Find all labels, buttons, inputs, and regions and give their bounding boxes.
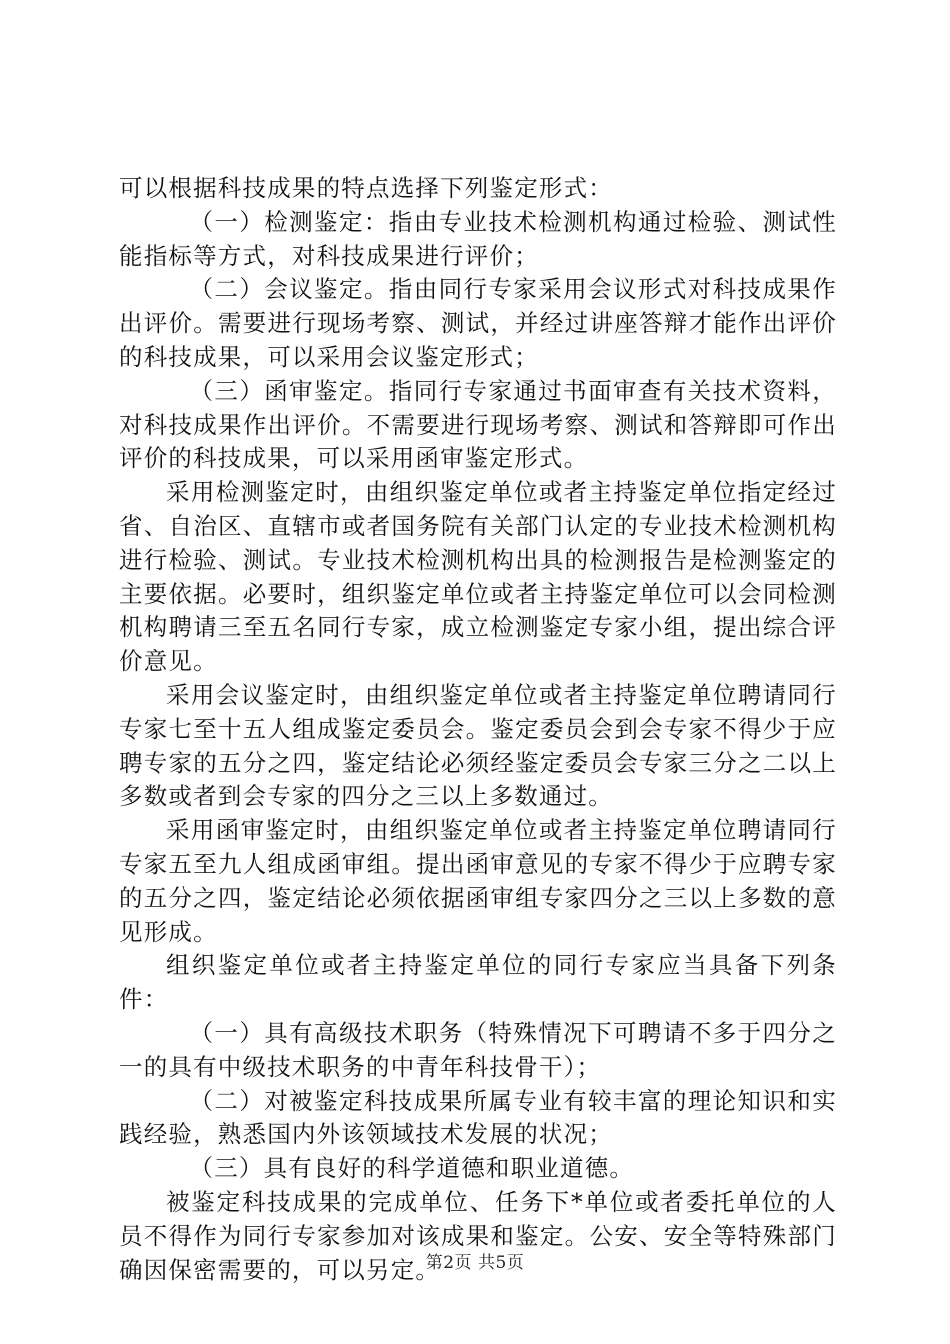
paragraph-detection: 采用检测鉴定时，由组织鉴定单位或者主持鉴定单位指定经过省、自治区、直辖市或者国务院有关部门认定的专业技术检测机构进行检验、测试。专业技术检测机构出具的检测报告是检测鉴定的主要依据。必要时，组织鉴定单位或者主持鉴定单位可以会同检测机构聘请三至五名同行专家，成立检测鉴定专家小组，提出综合评价意见。 [119, 478, 837, 676]
document-body [119, 172, 837, 1287]
paragraph-letter-review: 采用函审鉴定时，由组织鉴定单位或者主持鉴定单位聘请同行专家五至九人组成函审组。提出函审意见的专家不得少于应聘专家的五分之四，鉴定结论必须依据函审组专家四分之三以上多数的意见形成。 [119, 816, 837, 946]
paragraph-intro: 可以根据科技成果的特点选择下列鉴定形式： [119, 174, 613, 202]
page-number-footer: 第2页 共5页 [425, 1253, 525, 1273]
paragraph-condition-1: （一）具有高级技术职务（特殊情况下可聘请不多于四分之一的具有中级技术职务的中青年科技骨干）； [119, 1018, 837, 1081]
paragraph-form-2: （二）会议鉴定。指由同行专家采用会议形式对科技成果作出评价。需要进行现场考察、测试，并经过讲座答辩才能作出评价的科技成果，可以采用会议鉴定形式； [119, 275, 837, 371]
paragraph-meeting: 采用会议鉴定时，由组织鉴定单位或者主持鉴定单位聘请同行专家七至十五人组成鉴定委员会。鉴定委员会到会专家不得少于应聘专家的五分之四，鉴定结论必须经鉴定委员会专家三分之二以上多数或者到会专家的四分之三以上多数通过。 [119, 680, 837, 811]
paragraph-condition-3: （三）具有良好的科学道德和职业道德。 [189, 1154, 635, 1183]
paragraph-exclusion: 被鉴定科技成果的完成单位、任务下*单位或者委托单位的人员不得作为同行专家参加对该成果和鉴定。公安、安全等特殊部门确因保密需要的，可以另定。 [119, 1187, 837, 1284]
paragraph-form-1: （一）检测鉴定：指由专业技术检测机构通过检验、测试性能指标等方式，对科技成果进行评价； [119, 207, 837, 270]
paragraph-expert-conditions: 组织鉴定单位或者主持鉴定单位的同行专家应当具备下列条件： [119, 951, 837, 1014]
paragraph-condition-2: （二）对被鉴定科技成果所属专业有较丰富的理论知识和实践经验，熟悉国内外该领域技术发展的状况； [119, 1086, 837, 1149]
paragraph-form-3: （三）函审鉴定。指同行专家通过书面审查有关技术资料，对科技成果作出评价。不需要进行现场考察、测试和答辩即可作出评价的科技成果，可以采用函审鉴定形式。 [119, 376, 837, 473]
